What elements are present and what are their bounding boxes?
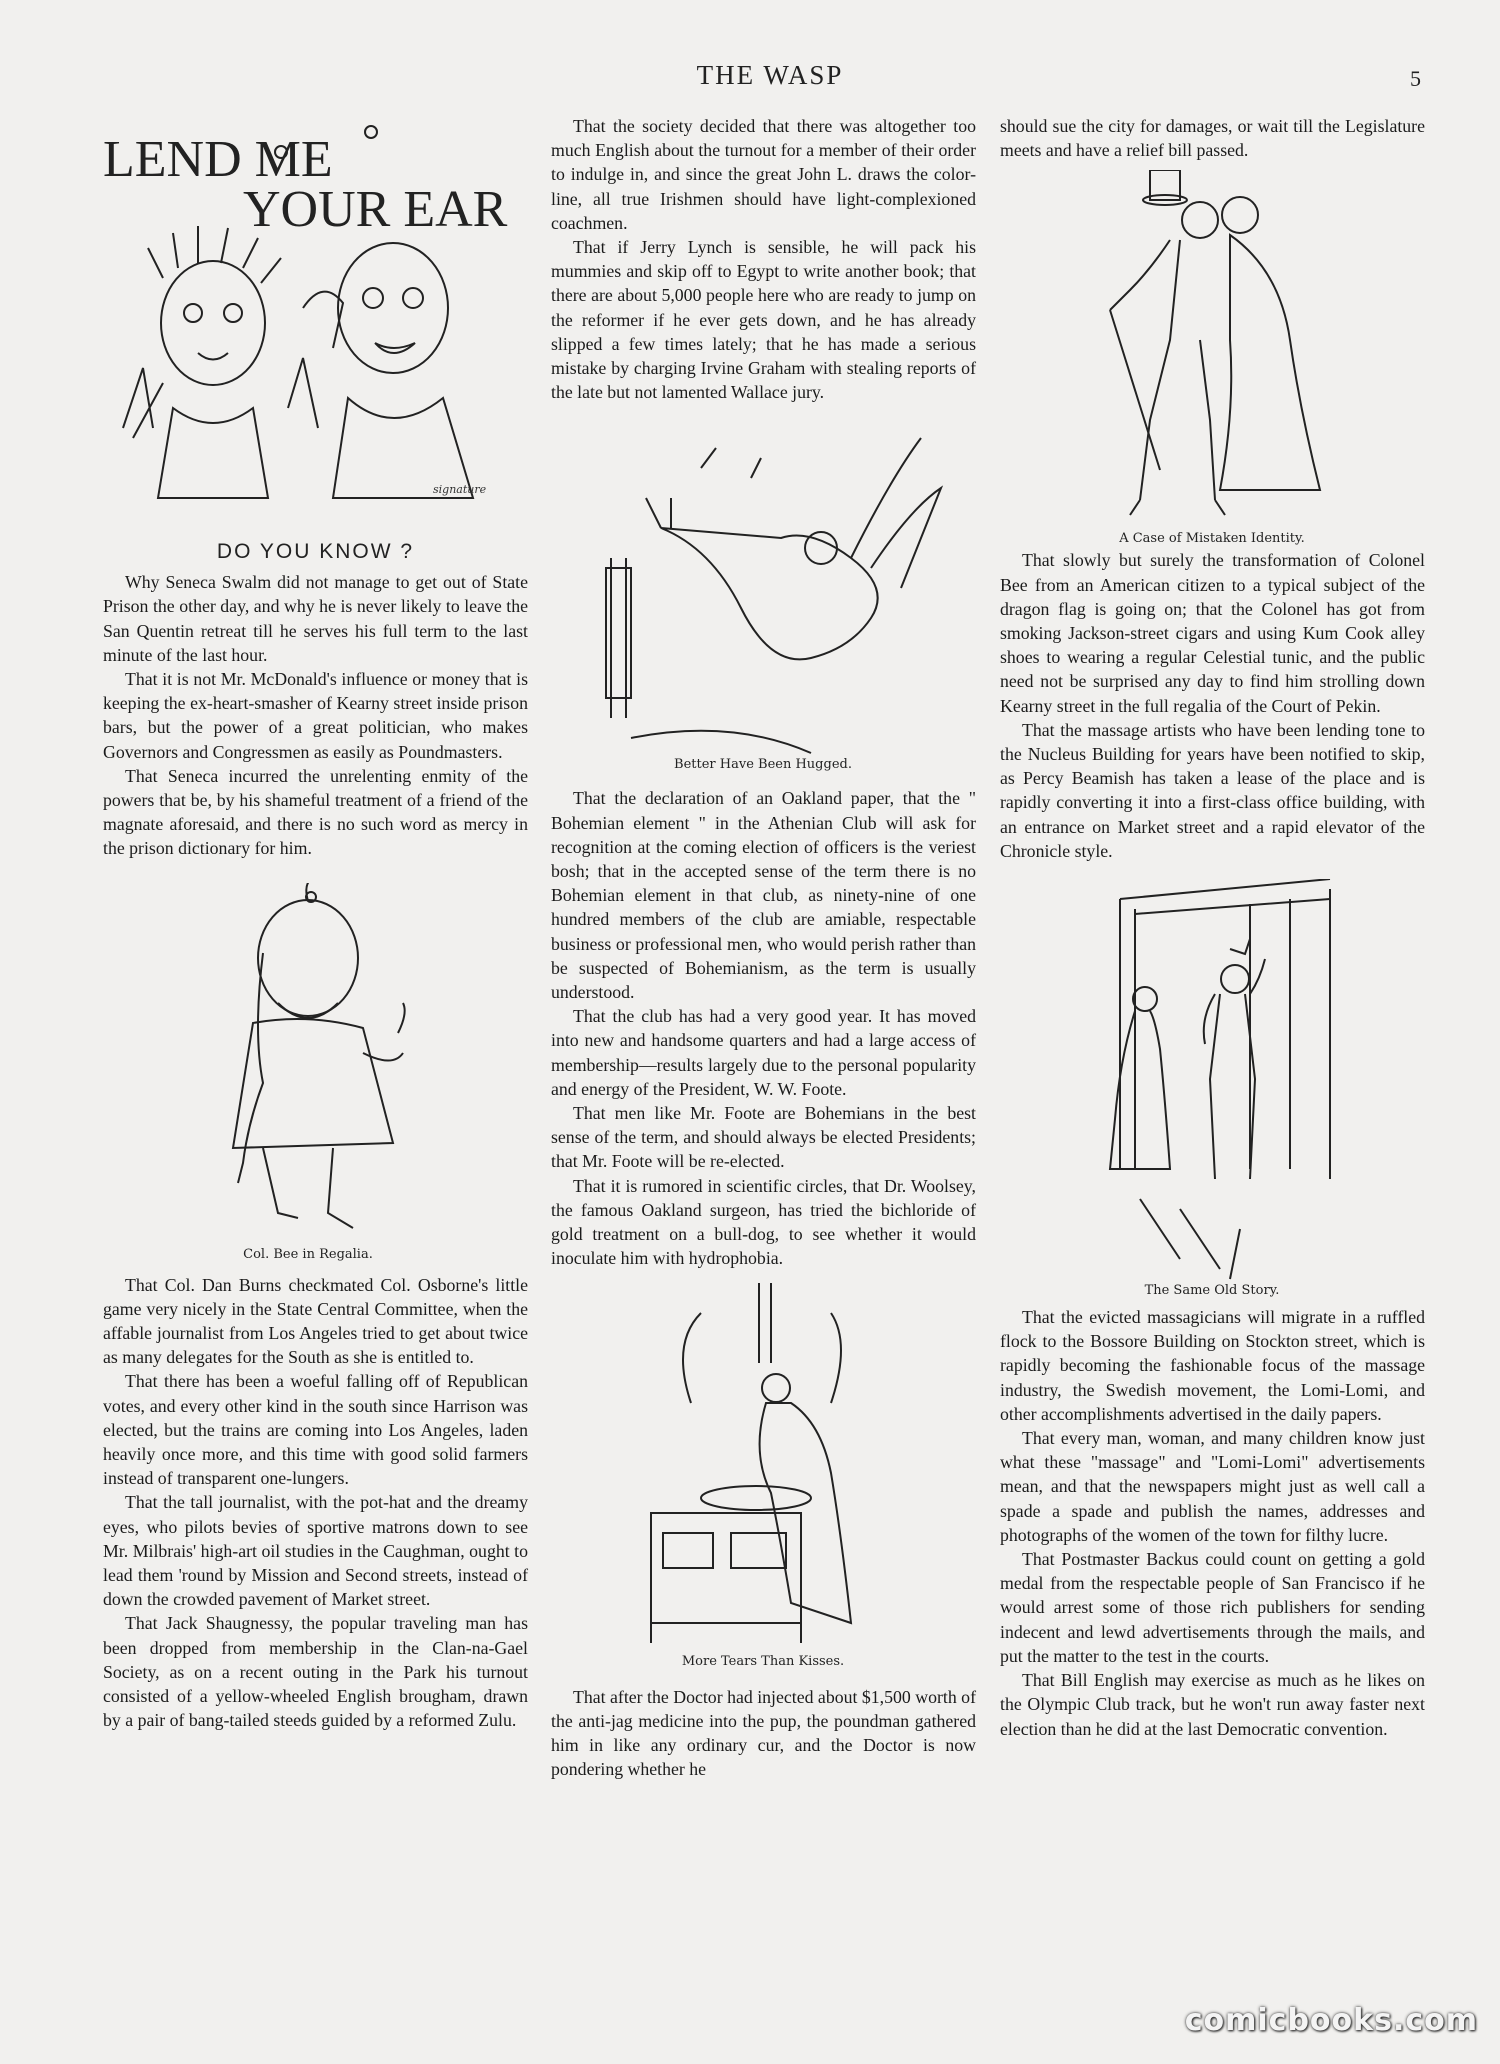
paragraph: That Jack Shaugnessy, the popular traveling man has been dropped from membership in the Clan-na-Gael Society, as on a recent outing in the Park his turnout consisted of a yellow-wheeled English brougham, drawn by a pair of bang-tailed steeds guided by a reformed Zulu. [103, 1613, 528, 1731]
paragraph: That Seneca incurred the unrelenting enmity of the powers that be, by his shameful treatment of a friend of the magnate aforesaid, and there is no such word as mercy in the prison dictionary for him. [103, 765, 528, 859]
svg-text:signature: signature [433, 483, 487, 496]
paragraph: That the society decided that there was altogether too much English about the turnout for a member of their order to indulge in, and since the great John L. draws the color-line, all true Irishmen should have light-complexioned coachmen. [551, 116, 976, 233]
more-tears-than-kisses-illustration [551, 1283, 976, 1673]
section-heading: DO YOU KNOW ? [216, 540, 415, 563]
masthead-drawing [103, 108, 528, 508]
watermark: comicbooks.com [1184, 2003, 1478, 2038]
figure-caption: More Tears Than Kisses. [681, 1653, 845, 1669]
figure-caption: Col. Bee in Regalia. [243, 1246, 373, 1262]
figure-caption: The Same Old Story. [1144, 1283, 1280, 1299]
paragraph: That Postmaster Backus could count on getting a gold medal from the respectable people of San Francisco if he would arrest some of those rich publishers for sending indecent and lewd advertisements through the mails, and put the matter to the test in the courts. [1000, 1549, 1425, 1666]
mistaken-identity-illustration [1000, 170, 1425, 548]
paragraph: That it is not Mr. McDonald's influence or money that is keeping the ex-heart-smasher of Kearny street inside prison bars, but the power of a great politician, who makes Governors and Congressmen as easily as Poundmasters. [103, 669, 528, 762]
masthead-title-line2: YOUR EAR [243, 181, 508, 238]
paragraph: That every man, woman, and many children know just what these "massage" and "Lomi-Lomi" advertisements mean, and that the newspapers might just as well call a spade a spade and publish the names, addresses and photographs of the women of the town for filthy lucre. [1000, 1428, 1425, 1545]
more-tears-than-kisses-drawing [551, 1283, 976, 1673]
paragraph: That the club has had a very good year. It has moved into new and handsome quarters and had a large access of membership—results largely due to the personal popularity and energy of the President, W. W. Foote. [551, 1006, 976, 1099]
col-bee-drawing [103, 883, 528, 1263]
masthead-title-line1: LEND ME [103, 131, 333, 188]
column-1 [103, 540, 528, 1733]
better-have-been-hugged-illustration [551, 418, 976, 778]
better-have-been-hugged-drawing [551, 418, 976, 778]
mistaken-identity-drawing [1000, 170, 1425, 548]
paragraph: That after the Doctor had injected about $1,500 worth of the anti-jag medicine into the pup, the poundman gathered him in like any ordinary cur, and the Doctor is now pondering whether he [551, 1686, 976, 1780]
page-header [0, 60, 1500, 100]
page-number: 5 [1410, 66, 1421, 91]
paragraph: That men like Mr. Foote are Bohemians in the best sense of the term, and should always be elected Presidents; that Mr. Foote will be re-elected. [551, 1103, 976, 1172]
column-3 [1000, 114, 1425, 1741]
lend-me-your-ear-illustration [103, 108, 528, 508]
paragraph: That if Jerry Lynch is sensible, he will pack his mummies and skip off to Egypt to write another book; that there are about 5,000 people here who are ready to jump on the reformer if he ever gets down, and he has already slipped a few times lately; that he has made a serious mistake by charging Irvine Graham with stealing reports of the late but not lamented Wallace jury. [551, 237, 976, 403]
paragraph: That Bill English may exercise as much as he likes on the Olympic Club track, but he won't run away faster next election than he did at the last Democratic convention. [1000, 1670, 1425, 1739]
figure-caption: A Case of Mistaken Identity. [1119, 531, 1305, 547]
paragraph: That Col. Dan Burns checkmated Col. Osborne's little game very nicely in the State Central Committee, when the affable journalist from Los Angeles tried to get about twice as many delegates for the South as she is entitled to. [103, 1274, 528, 1368]
paragraph: That it is rumored in scientific circles, that Dr. Woolsey, the famous Oakland surgeon, has tried the bichloride of gold treatment on a bull-dog, to see whether it would inoculate him with hydrophobia. [551, 1175, 976, 1269]
col-bee-illustration [103, 883, 528, 1263]
paragraph: should sue the city for damages, or wait till the Legislature meets and have a relief bill passed. [1000, 116, 1425, 161]
paragraph: That there has been a woeful falling off of Republican votes, and every other kind in the south since Harrison was elected, but the trains are coming into Los Angeles, laden heavily once more, and this time with good solid farmers instead of transparent one-lungers. [103, 1371, 528, 1489]
publication-title: THE WASP [696, 60, 844, 90]
paragraph: That the massage artists who have been lending tone to the Nucleus Building for years have been notified to skip, as Percy Beamish has taken a lease of the place and is rapidly converting it into a first-class office building, with an entrance on Market street and a rapid elevator of the Chronicle style. [1000, 719, 1425, 861]
same-old-story-illustration [1000, 879, 1425, 1299]
paragraph: That the evicted massagicians will migrate in a ruffled flock to the Bossore Building on Stockton street, which is rapidly becoming the fashionable focus of the massage industry, the Swedish movement, the Lomi-Lomi, and other accomplishments advertised in the daily papers. [1000, 1307, 1425, 1424]
paragraph: Why Seneca Swalm did not manage to get out of State Prison the other day, and why he is never likely to leave the San Quentin retreat till he serves his full term to the last minute of the last hour. [103, 572, 528, 665]
paragraph: That the tall journalist, with the pot-hat and the dreamy eyes, who pilots bevies of sportive matrons down to see Mr. Milbrais' high-art oil studies in the Caughman, ought to lead them 'round by Mission and Second streets, instead of down the crowded pavement of Market street. [103, 1492, 528, 1610]
column-2 [551, 114, 976, 1781]
figure-caption: Better Have Been Hugged. [674, 757, 852, 773]
paragraph: That slowly but surely the transformation of Colonel Bee from an American citizen to a typical subject of the dragon flag is going on; that the Colonel has got from smoking Jackson-street cigars and using Kum Cook alley shoes to wearing a regular Celestial tunic, and the public need not be surprised any day to find him strolling down Kearny street in the full regalia of the Court of Pekin. [1000, 550, 1425, 716]
same-old-story-drawing [1000, 879, 1425, 1299]
paragraph: That the declaration of an Oakland paper, that the " Bohemian element " in the Athenian Club will ask for recognition at the coming election of officers is the veriest bosh; that in the accepted sense of the term there is no Bohemian element in that club, as ninety-nine of one hundred members of the club are amiable, respectable business or professional men, who would perish rather than be suspected of Bohemianism, as the term is usually understood. [551, 788, 976, 1003]
